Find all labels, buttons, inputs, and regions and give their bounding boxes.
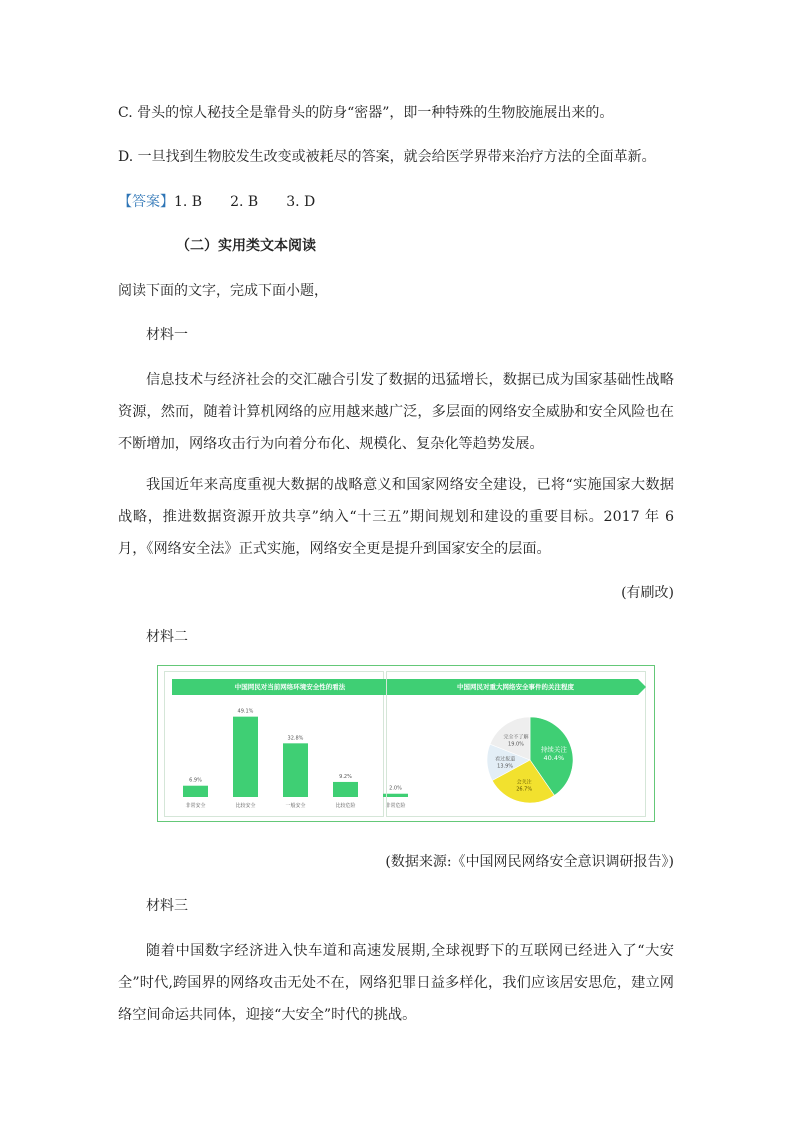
bar-value-label-1: 49.1% <box>237 708 254 715</box>
bar-category-label-4: 非常危险 <box>385 803 406 809</box>
material2-title: 材料二 <box>146 629 188 645</box>
pie-value-label-1: 26.7% <box>516 786 533 793</box>
pie-name-label-0: 持续关注 <box>540 745 567 754</box>
instruction: 阅读下面的文字，完成下面小题， <box>118 283 328 299</box>
bar-chart-title: 中国网民对当前网络环境安全性的看法 <box>172 679 408 695</box>
bar-category-label-3: 比较危险 <box>335 803 356 809</box>
bar-category-label-0: 非常安全 <box>185 803 206 809</box>
material3-paragraph: 随着中国数字经济进入快车道和高速发展期,全球视野下的互联网已经进入了“大安全”时代,跨国界的网络攻击无处不在，网络犯罪日益多样化，我们应该居安思危，建立网络空间命运共同体，迎接“大安全”时代的挑战。 <box>118 943 674 1023</box>
pie-chart-title: 中国网民对重大网络安全事件的关注程度 <box>393 679 638 695</box>
option-c: C. 骨头的惊人秘技全是靠骨头的防身“密器”，即一种特殊的生物胶施展出来的。 <box>118 105 614 121</box>
pie-value-label-2: 13.9% <box>497 763 514 770</box>
answer-label: 【答案】 <box>118 194 174 210</box>
material1-title: 材料一 <box>146 327 188 343</box>
material1-paragraph2: 我国近年来高度重视大数据的战略意义和国家网络安全建设，已将“实施国家大数据战略，推进数据资源开放共享”纳入“十三五”期间规划和建设的重要目标。2017 年 6 月，《网络安全法》正式实施，网络安全更是提升到国家安全的层面。 <box>118 477 674 557</box>
pie-chart-panel <box>386 671 646 817</box>
survey-figure <box>157 665 655 822</box>
pie-name-label-1: 会关注 <box>516 779 532 786</box>
material3-title: 材料三 <box>146 898 188 914</box>
bar-category-label-2: 一般安全 <box>285 803 306 809</box>
bar-0 <box>183 786 208 797</box>
material1-note: (有刷改) <box>621 585 674 601</box>
answer-line <box>118 192 315 212</box>
bar-value-label-2: 32.8% <box>287 735 304 742</box>
bar-category-label-1: 比较安全 <box>235 803 256 809</box>
bar-value-label-4: 2.0% <box>389 785 402 792</box>
bar-value-label-0: 6.9% <box>189 777 202 784</box>
bar-1 <box>233 717 258 797</box>
bar-2 <box>283 743 308 797</box>
bar-chart-panel <box>164 671 406 817</box>
pie-value-label-3: 19.0% <box>508 741 524 748</box>
bar-chart <box>165 672 406 816</box>
material2-source: (数据来源:《中国网民网络安全意识调研报告》) <box>385 854 674 870</box>
section-title: （二）实用类文本阅读 <box>176 238 316 254</box>
pie-chart <box>387 672 645 816</box>
material1-paragraph1: 信息技术与经济社会的交汇融合引发了数据的迅猛增长，数据已成为国家基础性战略资源，然而，随着计算机网络的应用越来越广泛，多层面的网络安全威胁和安全风险也在不断增加，网络攻击行为向着分布化、规模化、复杂化等趋势发展。 <box>118 372 674 452</box>
bar-value-label-3: 9.2% <box>339 773 352 780</box>
option-d: D. 一旦找到生物胶发生改变或被耗尽的答案，就会给医学界带来治疗方法的全面革新。 <box>118 149 656 165</box>
pie-value-label-0: 40.4% <box>543 754 565 763</box>
answer-values: 1. B 2. B 3. D <box>174 194 316 210</box>
bar-3 <box>333 782 358 797</box>
pie-name-label-2: 看过报道 <box>495 756 516 763</box>
pie-name-label-3: 完全不了解 <box>503 734 529 741</box>
